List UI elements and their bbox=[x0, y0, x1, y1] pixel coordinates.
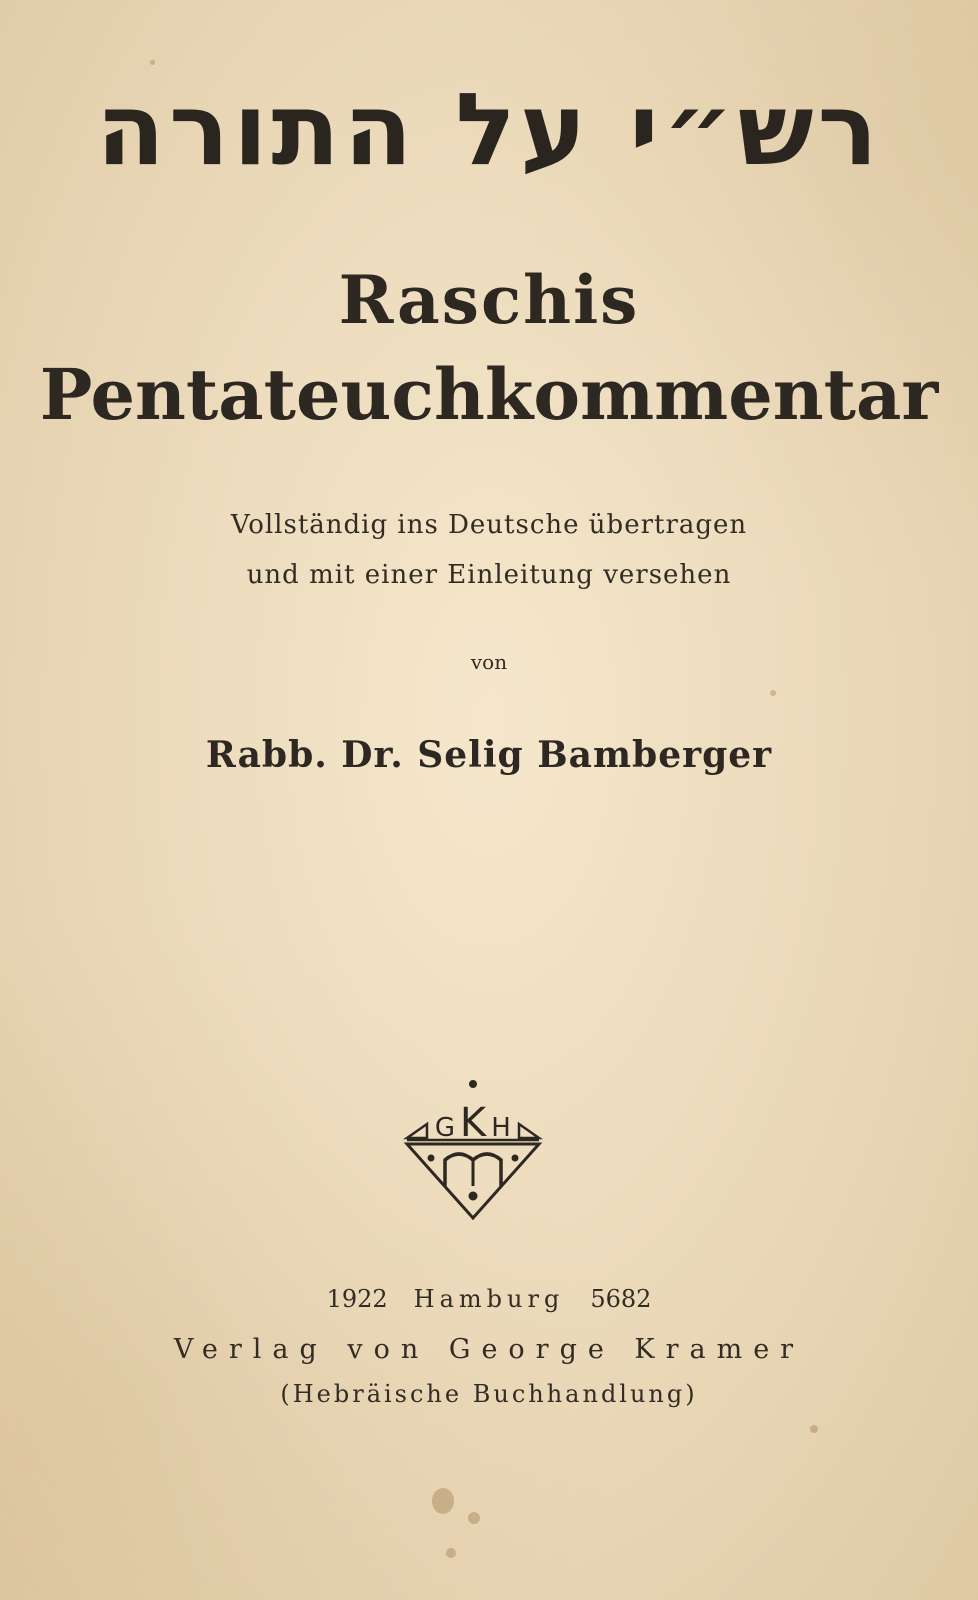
foxing-spot bbox=[468, 1512, 480, 1524]
foxing-spot bbox=[770, 690, 776, 696]
title-line-2: Pentateuchkommentar bbox=[39, 353, 939, 436]
foxing-spot bbox=[810, 1425, 818, 1433]
logo-dot bbox=[469, 1080, 477, 1088]
foxing-spot bbox=[432, 1488, 454, 1514]
imprint-year-city bbox=[0, 1282, 978, 1316]
logo-letter-h: H bbox=[491, 1113, 511, 1143]
foxing-spot bbox=[150, 60, 155, 65]
year-hebrew: 5682 bbox=[590, 1285, 652, 1313]
subtitle-line-1: Vollständig ins Deutsche übertragen bbox=[230, 510, 748, 540]
year-gregorian: 1922 bbox=[326, 1285, 388, 1313]
logo-dot-left bbox=[428, 1155, 435, 1162]
by-word: von bbox=[470, 650, 508, 674]
hebrew-title: רש״י על התורה bbox=[96, 71, 882, 188]
publisher-note: (Hebräische Buchhandlung) bbox=[280, 1380, 698, 1408]
logo-dot-right bbox=[512, 1155, 519, 1162]
logo-letter-g: G bbox=[434, 1113, 456, 1143]
logo-left-triangle bbox=[407, 1124, 427, 1138]
logo-letter-k: K bbox=[459, 1100, 487, 1146]
publisher-monogram-logo bbox=[403, 1078, 543, 1223]
foxing-spot bbox=[446, 1548, 456, 1558]
city: Hamburg bbox=[413, 1285, 565, 1313]
title-line-1: Raschis bbox=[338, 261, 640, 339]
subtitle-line-2: und mit einer Einleitung versehen bbox=[246, 560, 732, 590]
logo-dot-bottom bbox=[469, 1192, 478, 1201]
author-name: Rabb. Dr. Selig Bamberger bbox=[205, 734, 773, 776]
publisher-name: Verlag von George Kramer bbox=[173, 1334, 805, 1365]
logo-right-triangle bbox=[519, 1124, 539, 1138]
